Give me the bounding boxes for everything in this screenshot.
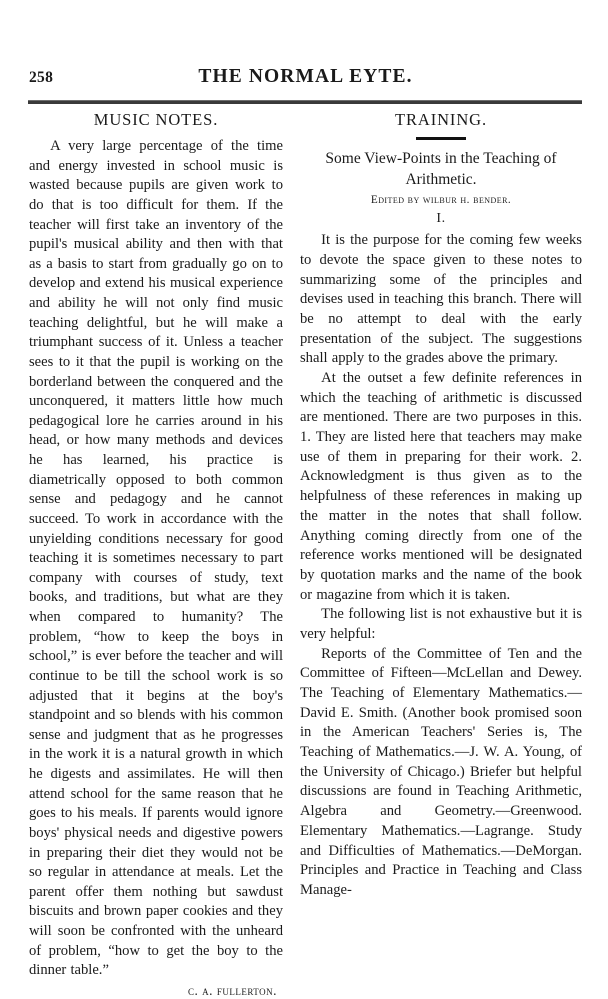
right-paragraph-2: At the outset a few definite references in which the teaching of arithmetic is discussed are mentioned. There are two purposes in this. 1. They are listed here that teachers may make use of them in preparing for their work. 2. Acknowledgment is thus given as to the helpfulness of these references in making up the matter in the notes that shall follow. Anything coming directly from one of the reference works mentioned will be designated by quotation marks and the name of the book or magazine from which it is taken. — [300, 370, 582, 603]
header-divider-rule — [28, 100, 582, 104]
left-section-title: MUSIC NOTES. — [93, 110, 219, 129]
article-signature — [29, 983, 283, 999]
article-part-number: I. — [436, 211, 446, 227]
right-paragraph-4: Reports of the Committee of Ten and the Committee of Fifteen—McLellan and Dewey. The Teaching of Elementary Mathematics.—David E. Smith. (Another book promised soon in the American Teachers' Series is, The Teaching of Mathematics.—J. W. A. Young, of the University of Chicago.) Briefer but helpful discussions are found in Teaching Arithmetic, Algebra and Geometry.—Greenwood. Elementary Mathematics.—Lagrange. Study and Difficulties of Mathematics.—DeMorgan. Principles and Practice in Teaching and Class Manage- — [300, 645, 582, 898]
section-divider-rule — [416, 137, 466, 140]
right-column — [300, 110, 582, 901]
signature-name: c. a. fullerton. — [187, 982, 277, 998]
journal-title: THE NORMAL EYTE. — [198, 66, 413, 87]
page-number: 258 — [29, 69, 54, 86]
running-head — [29, 66, 582, 92]
article-title: Some View-Points in the Teaching of Arithmetic. — [325, 150, 557, 188]
article-byline: Edited by wilbur h. bender. — [370, 194, 512, 207]
right-paragraph-3: The following list is not exhaustive but it is very helpful: — [300, 606, 582, 642]
right-section-title: TRAINING. — [395, 110, 487, 129]
right-paragraph-1: It is the purpose for the coming few weeks to devote the space given to these notes to summarizing some of the principles and devises used in teaching this branch. There will be no attempt to deal with the early presentation of the subject. The suggestions shall apply to the grades above the primary. — [300, 232, 582, 367]
left-paragraph-1: A very large percentage of the time and energy invested in school music is wasted because pupils are given work to do that is too difficult for them. If the teacher will first take an inventory of the pupil's musical ability and then with that as a basis to start from gradually go on to develop and extend his musical experience and ability he will not only find music teaching delightful, but he will make a triumphant success of it. Unless a teacher sees to it that the pupil is working on the borderland between the conquered and the unconquered, it matters little how much pedagogical lore he carries around in his head, or how many methods and devices he has learned, his practice is diametrically opposed to both common sense and pedagogy and he cannot succeed. To work in accordance with the unyielding conditions necessary for good teaching it is sometimes necessary to part company with courses of study, text books, and traditions, but what are they when compared to humanity? The problem, “how to keep the boys in school,” is ever before the teacher and will continue to be till the school work is so adjusted that it begins at the boy's standpoint and so blends with his common sense and judgment that as he progresses in the work it is a natural growth in which he digests and assimilates. He will then attend school for the same reason that he goes to his meals. If parents would ignore boys' physical needs and digestive powers in preparing their diet they would not be so regular in attendance at meals. Let the parent offer them nothing but sawdust biscuits and brown paper cookies and they will soon be confronted with the unheard of problem, “how to get the boy to the dinner table.” — [29, 138, 283, 979]
left-column — [29, 110, 283, 999]
